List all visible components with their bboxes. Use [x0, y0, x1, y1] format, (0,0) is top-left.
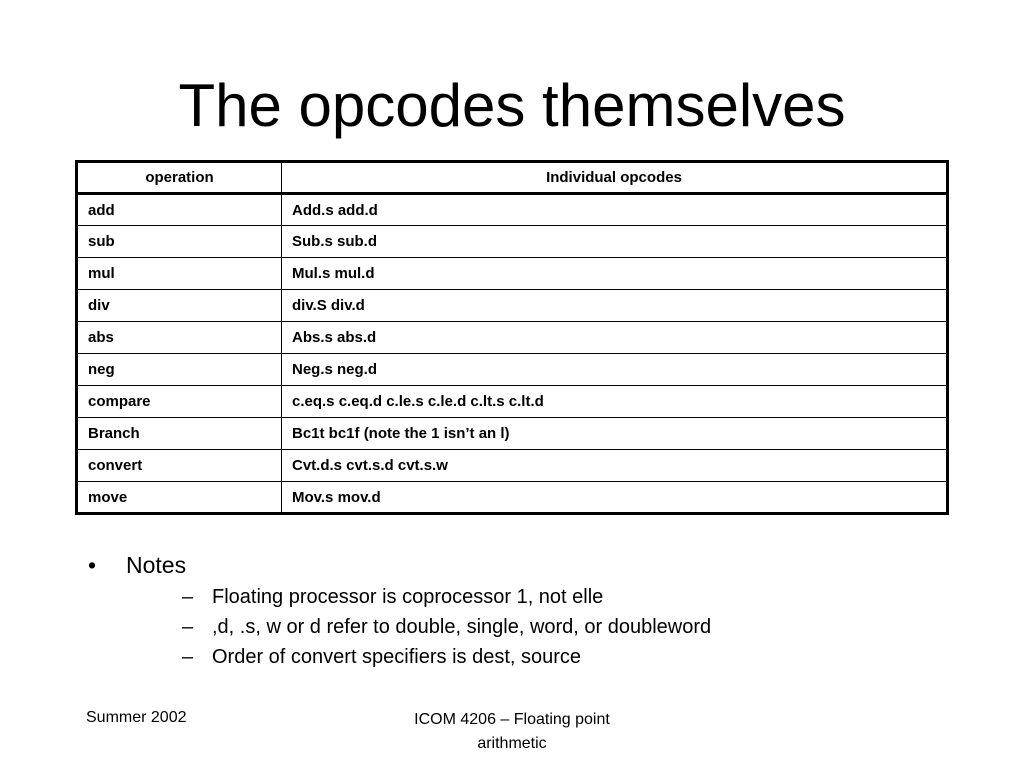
opcodes-cell: Mul.s mul.d	[282, 258, 948, 290]
table-header-row	[77, 162, 948, 194]
table-row	[77, 226, 948, 258]
table-row	[77, 482, 948, 514]
opcodes-cell: Add.s add.d	[282, 194, 948, 226]
opcodes-cell: Abs.s abs.d	[282, 322, 948, 354]
operation-cell: Branch	[77, 418, 282, 450]
operation-cell: mul	[77, 258, 282, 290]
dash-icon: –	[182, 616, 194, 638]
opcodes-cell: Bc1t bc1f (note the 1 isn’t an l)	[282, 418, 948, 450]
footer-date: Summer 2002	[86, 709, 187, 726]
notes-bullet	[84, 550, 984, 672]
notes-list	[84, 550, 984, 672]
list-item	[126, 612, 984, 642]
header-operation: operation	[77, 162, 282, 194]
opcode-table	[75, 160, 949, 515]
operation-cell: move	[77, 482, 282, 514]
note-text: Floating processor is coprocessor 1, not elle	[212, 586, 604, 608]
table-row	[77, 322, 948, 354]
footer-course	[362, 708, 662, 756]
operation-cell: abs	[77, 322, 282, 354]
list-item	[126, 582, 984, 612]
opcodes-cell: Cvt.d.s cvt.s.d cvt.s.w	[282, 450, 948, 482]
operation-cell: div	[77, 290, 282, 322]
dash-icon: –	[182, 646, 194, 668]
note-text: Order of convert specifiers is dest, source	[212, 646, 582, 668]
operation-cell: neg	[77, 354, 282, 386]
operation-cell: add	[77, 194, 282, 226]
note-text: ,d, .s, w or d refer to double, single, word, or doubleword	[212, 616, 712, 638]
footer-course-line1: ICOM 4206 – Floating point	[414, 711, 610, 728]
operation-cell: convert	[77, 450, 282, 482]
opcodes-cell: div.S div.d	[282, 290, 948, 322]
table-row	[77, 450, 948, 482]
slide-title: The opcodes themselves	[178, 72, 846, 139]
operation-cell: sub	[77, 226, 282, 258]
dash-icon: –	[182, 586, 194, 608]
opcodes-cell: Neg.s neg.d	[282, 354, 948, 386]
opcodes-cell: c.eq.s c.eq.d c.le.s c.le.d c.lt.s c.lt.d	[282, 386, 948, 418]
operation-cell: compare	[77, 386, 282, 418]
table-row	[77, 290, 948, 322]
table-row	[77, 418, 948, 450]
opcodes-cell: Mov.s mov.d	[282, 482, 948, 514]
notes-heading: Notes	[126, 552, 187, 578]
table-row	[77, 354, 948, 386]
table-row	[77, 194, 948, 226]
header-individual-opcodes: Individual opcodes	[282, 162, 948, 194]
table-row	[77, 258, 948, 290]
subnotes-list	[126, 582, 984, 672]
bullet-icon: •	[88, 552, 97, 578]
opcodes-cell: Sub.s sub.d	[282, 226, 948, 258]
table-row	[77, 386, 948, 418]
footer-course-line2: arithmetic	[477, 735, 547, 752]
list-item	[126, 642, 984, 672]
